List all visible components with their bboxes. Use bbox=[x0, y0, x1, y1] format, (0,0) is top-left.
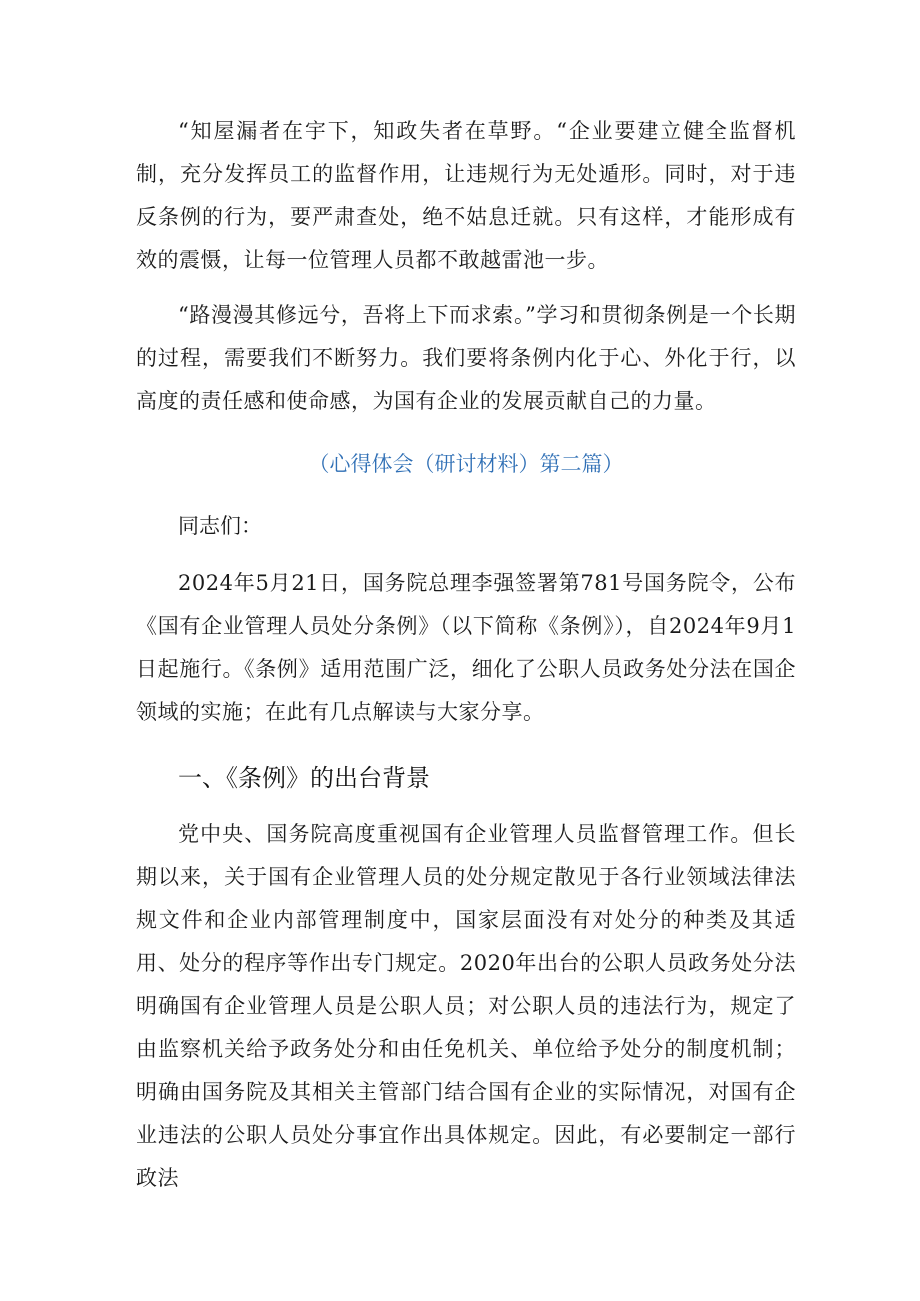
paragraph-quote-supervision: “知屋漏者在宇下，知政失者在草野。“企业要建立健全监督机制，充分发挥员工的监督作用，让违规行为无处遁形。同时，对于违反条例的行为，要严肃查处，绝不姑息迁就。只有这样，才能形成有效的震慑，让每一位管理人员都不敢越雷池一步。 bbox=[136, 119, 796, 272]
section-heading: 一、《条例》的出台背景 bbox=[178, 764, 430, 792]
salutation: 同志们： bbox=[178, 514, 262, 538]
paragraph-background: 党中央、国务院高度重视国有企业管理人员监督管理工作。但长期以来，关于国有企业管理人员的处分规定散见于各行业领域法律法规文件和企业内部管理制度中，国家层面没有对处分的种类及其适用、处分的程序等作出专门规定。2020年出台的公职人员政务处分法明确国有企业管理人员是公职人员；对公职人员的违法行为，规定了由监察机关给予政务处分和由任免机关、单位给予处分的制度机制；明确由国务院及其相关主管部门结合国有企业的实际情况，对国有企业违法的公职人员处分事宜作出具体规定。因此，有必要制定一部行政法 bbox=[136, 822, 796, 1190]
paragraph-quote-pursuit: “路漫漫其修远兮，吾将上下而求索。”学习和贯彻条例是一个长期的过程，需要我们不断努力。我们要将条例内化于心、外化于行，以高度的责任感和使命感，为国有企业的发展贡献自己的力量。 bbox=[136, 303, 796, 413]
paragraph-announcement: 2024年5月21日，国务院总理李强签署第781号国务院令，公布《国有企业管理人员处分条例》（以下简称《条例》），自2024年9月1日起施行。《条例》适用范围广泛，细化了公职人员政务处分法在国企领域的实施；在此有几点解读与大家分享。 bbox=[136, 571, 796, 724]
section-subtitle: （心得体会（研讨材料）第二篇） bbox=[308, 452, 624, 476]
